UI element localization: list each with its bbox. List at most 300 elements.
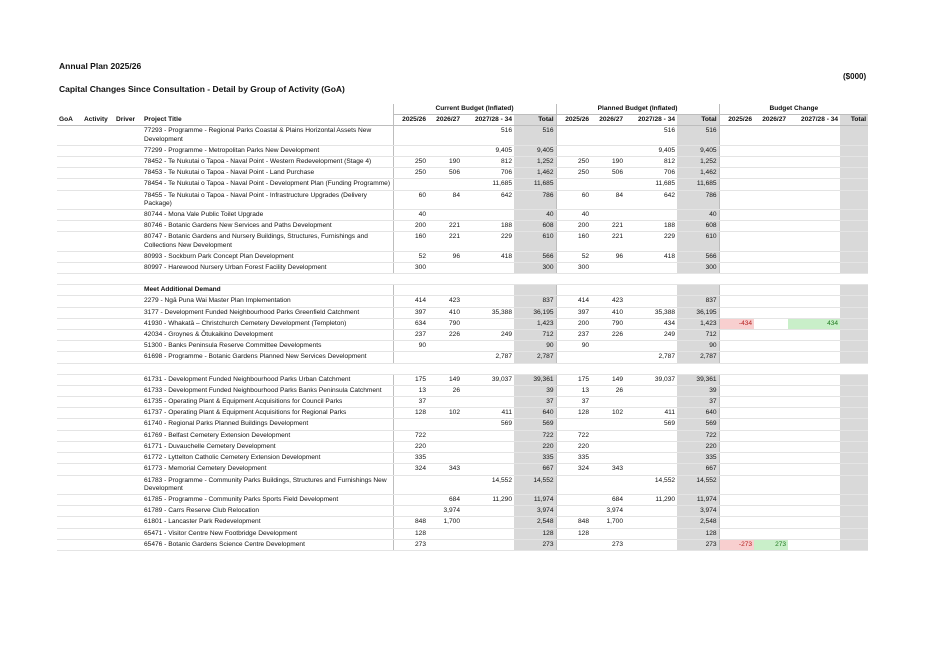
change-value-cell bbox=[788, 352, 840, 363]
empty-cell bbox=[114, 318, 142, 329]
empty-cell bbox=[82, 318, 114, 329]
change-value-cell bbox=[754, 251, 788, 262]
empty-cell bbox=[57, 494, 82, 505]
current-value-cell: 35,388 bbox=[462, 307, 514, 318]
current-value-cell bbox=[462, 296, 514, 307]
planned-value-cell: 250 bbox=[556, 157, 591, 168]
table-row bbox=[57, 441, 868, 452]
empty-cell bbox=[57, 157, 82, 168]
current-value-cell bbox=[462, 453, 514, 464]
current-value-cell: 128 bbox=[393, 408, 428, 419]
project-title-cell: 80997 - Harewood Nursery Urban Forest Facility Development bbox=[142, 263, 393, 274]
planned-value-cell: 569 bbox=[625, 419, 677, 430]
empty-cell bbox=[57, 285, 82, 296]
planned-value-cell: 11,974 bbox=[677, 494, 719, 505]
empty-cell bbox=[114, 145, 142, 156]
change-value-cell bbox=[840, 385, 868, 396]
planned-value-cell: 335 bbox=[556, 453, 591, 464]
empty-cell bbox=[114, 397, 142, 408]
planned-value-cell: 1,252 bbox=[677, 157, 719, 168]
current-value-cell bbox=[462, 263, 514, 274]
empty-cell bbox=[82, 464, 114, 475]
current-value-cell bbox=[462, 528, 514, 539]
current-value-cell bbox=[428, 210, 462, 221]
empty-cell bbox=[114, 385, 142, 396]
current-value-cell: 37 bbox=[393, 397, 428, 408]
current-value-cell: 324 bbox=[393, 464, 428, 475]
change-value-cell bbox=[754, 385, 788, 396]
empty-cell bbox=[114, 352, 142, 363]
table-row bbox=[57, 318, 868, 329]
spacer-cell bbox=[57, 274, 868, 285]
planned-value-cell: 52 bbox=[556, 251, 591, 262]
current-value-cell bbox=[428, 352, 462, 363]
current-value-cell: 569 bbox=[462, 419, 514, 430]
current-value-cell: 506 bbox=[428, 168, 462, 179]
change-value-cell bbox=[788, 430, 840, 441]
empty-cell bbox=[114, 494, 142, 505]
project-title-cell: 61773 - Memorial Cemetery Development bbox=[142, 464, 393, 475]
project-title-cell: 61740 - Regional Parks Planned Buildings Development bbox=[142, 419, 393, 430]
current-value-cell: 128 bbox=[393, 528, 428, 539]
planned-value-cell: 3,974 bbox=[677, 506, 719, 517]
table-row bbox=[57, 232, 868, 251]
planned-value-cell: 96 bbox=[591, 251, 625, 262]
empty-cell bbox=[82, 307, 114, 318]
col-change-2027-34: 2027/28 - 34 bbox=[788, 115, 840, 126]
planned-value-cell: 610 bbox=[677, 232, 719, 251]
planned-value-cell: 36,195 bbox=[677, 307, 719, 318]
empty-cell bbox=[57, 341, 82, 352]
project-title-cell: 2279 - Ngā Puna Wai Master Plan Implementation bbox=[142, 296, 393, 307]
change-value-cell bbox=[754, 318, 788, 329]
current-value-cell bbox=[462, 464, 514, 475]
empty-cell bbox=[57, 168, 82, 179]
empty-cell bbox=[82, 352, 114, 363]
change-value-cell bbox=[840, 453, 868, 464]
planned-value-cell bbox=[625, 430, 677, 441]
planned-value-cell bbox=[556, 506, 591, 517]
change-value-cell bbox=[754, 263, 788, 274]
empty-cell bbox=[114, 126, 142, 145]
change-value-cell bbox=[840, 408, 868, 419]
planned-value-cell bbox=[591, 352, 625, 363]
planned-value-cell bbox=[625, 528, 677, 539]
change-value-cell bbox=[840, 251, 868, 262]
table-row bbox=[57, 453, 868, 464]
change-value-cell bbox=[840, 441, 868, 452]
project-title-cell: 61789 - Carrs Reserve Club Relocation bbox=[142, 506, 393, 517]
change-value-cell bbox=[840, 168, 868, 179]
empty-cell bbox=[57, 126, 82, 145]
current-value-cell: 221 bbox=[428, 232, 462, 251]
change-value-cell bbox=[788, 145, 840, 156]
planned-value-cell: 221 bbox=[591, 221, 625, 232]
current-value-cell: 335 bbox=[393, 453, 428, 464]
project-title-cell: 77299 - Programme - Metropolitan Parks New Development bbox=[142, 145, 393, 156]
current-value-cell bbox=[428, 263, 462, 274]
change-value-cell bbox=[754, 528, 788, 539]
planned-value-cell: 812 bbox=[625, 157, 677, 168]
change-value-cell bbox=[754, 126, 788, 145]
project-title-cell: 41930 - Whakatā – Christchurch Cemetery Development (Templeton) bbox=[142, 318, 393, 329]
document-title: Annual Plan 2025/26 bbox=[59, 61, 142, 71]
planned-value-cell: 516 bbox=[625, 126, 677, 145]
change-value-cell bbox=[754, 441, 788, 452]
col-planned-total: Total bbox=[677, 115, 719, 126]
empty-cell bbox=[82, 341, 114, 352]
planned-value-cell: 300 bbox=[677, 263, 719, 274]
planned-value-cell: 14,552 bbox=[625, 475, 677, 494]
change-value-cell bbox=[840, 221, 868, 232]
change-value-cell bbox=[788, 494, 840, 505]
change-value-cell bbox=[788, 419, 840, 430]
empty-cell bbox=[82, 179, 114, 190]
section-label: Meet Additional Demand bbox=[142, 285, 393, 296]
change-value-cell bbox=[754, 190, 788, 209]
table-row bbox=[57, 385, 868, 396]
table-row bbox=[57, 419, 868, 430]
current-value-cell: 516 bbox=[462, 126, 514, 145]
project-title-cell: 61769 - Belfast Cemetery Extension Development bbox=[142, 430, 393, 441]
col-change-total: Total bbox=[840, 115, 868, 126]
empty-cell bbox=[625, 285, 677, 296]
planned-value-cell: 410 bbox=[591, 307, 625, 318]
planned-value-cell bbox=[556, 494, 591, 505]
planned-value-cell: 343 bbox=[591, 464, 625, 475]
current-value-cell: 249 bbox=[462, 330, 514, 341]
change-value-cell bbox=[840, 506, 868, 517]
empty-cell bbox=[82, 232, 114, 251]
empty-cell bbox=[57, 385, 82, 396]
current-value-cell: 128 bbox=[514, 528, 556, 539]
planned-value-cell: 712 bbox=[677, 330, 719, 341]
change-value-cell bbox=[719, 145, 754, 156]
spacer-row bbox=[57, 363, 868, 374]
empty-cell bbox=[82, 190, 114, 209]
empty-cell bbox=[57, 517, 82, 528]
change-value-cell bbox=[754, 352, 788, 363]
current-value-cell bbox=[428, 475, 462, 494]
current-value-cell: 229 bbox=[462, 232, 514, 251]
planned-value-cell: 14,552 bbox=[677, 475, 719, 494]
project-title-cell: 78453 - Te Nukutai o Tapoa - Naval Point - Land Purchase bbox=[142, 168, 393, 179]
planned-value-cell: 160 bbox=[556, 232, 591, 251]
planned-value-cell: 434 bbox=[625, 318, 677, 329]
table-row bbox=[57, 251, 868, 262]
current-value-cell: 812 bbox=[462, 157, 514, 168]
document-subtitle: Capital Changes Since Consultation - Detail by Group of Activity (GoA) bbox=[59, 84, 345, 94]
change-value-cell bbox=[840, 430, 868, 441]
table-row bbox=[57, 397, 868, 408]
current-value-cell: 250 bbox=[393, 157, 428, 168]
planned-value-cell: 102 bbox=[591, 408, 625, 419]
project-title-cell: 61783 - Programme - Community Parks Buildings, Structures and Furnishings New Development bbox=[142, 475, 393, 494]
planned-value-cell: 128 bbox=[556, 528, 591, 539]
current-value-cell: 418 bbox=[462, 251, 514, 262]
empty-cell bbox=[82, 385, 114, 396]
empty-cell bbox=[57, 464, 82, 475]
current-value-cell: 90 bbox=[393, 341, 428, 352]
current-value-cell: 160 bbox=[393, 232, 428, 251]
project-title-cell: 78454 - Te Nukutai o Tapoa - Naval Point - Development Plan (Funding Programme) bbox=[142, 179, 393, 190]
planned-value-cell: 37 bbox=[677, 397, 719, 408]
current-value-cell: 3,974 bbox=[428, 506, 462, 517]
planned-value-cell: 1,700 bbox=[591, 517, 625, 528]
change-value-cell bbox=[788, 251, 840, 262]
empty-cell bbox=[57, 318, 82, 329]
current-value-cell: 84 bbox=[428, 190, 462, 209]
change-value-cell bbox=[719, 263, 754, 274]
change-value-cell bbox=[719, 210, 754, 221]
change-value-cell bbox=[788, 232, 840, 251]
empty-cell bbox=[114, 296, 142, 307]
planned-value-cell: 273 bbox=[677, 539, 719, 550]
change-value-cell bbox=[754, 506, 788, 517]
change-value-cell bbox=[719, 352, 754, 363]
col-current-2027-34: 2027/28 - 34 bbox=[462, 115, 514, 126]
table-row bbox=[57, 528, 868, 539]
current-value-cell: 40 bbox=[514, 210, 556, 221]
project-title-cell: 80747 - Botanic Gardens and Nursery Buildings, Structures, Furnishings and Collections New Development bbox=[142, 232, 393, 251]
planned-value-cell bbox=[625, 517, 677, 528]
change-value-cell bbox=[788, 397, 840, 408]
empty-cell bbox=[82, 263, 114, 274]
change-value-cell bbox=[788, 210, 840, 221]
planned-value-cell: 667 bbox=[677, 464, 719, 475]
change-value-cell bbox=[788, 263, 840, 274]
col-planned-2025-26: 2025/26 bbox=[556, 115, 591, 126]
current-value-cell: 237 bbox=[393, 330, 428, 341]
change-value-cell bbox=[840, 179, 868, 190]
current-value-cell bbox=[428, 453, 462, 464]
change-value-cell bbox=[719, 296, 754, 307]
planned-value-cell: 706 bbox=[625, 168, 677, 179]
planned-value-cell: 200 bbox=[556, 221, 591, 232]
current-value-cell bbox=[428, 126, 462, 145]
current-value-cell: 96 bbox=[428, 251, 462, 262]
change-value-cell bbox=[754, 408, 788, 419]
change-value-cell bbox=[840, 157, 868, 168]
change-value-cell bbox=[788, 506, 840, 517]
planned-value-cell: 608 bbox=[677, 221, 719, 232]
empty-cell bbox=[82, 145, 114, 156]
change-value-cell bbox=[788, 528, 840, 539]
change-value-cell bbox=[788, 190, 840, 209]
project-title-cell: 78452 - Te Nukutai o Tapoa - Naval Point - Western Redevelopment (Stage 4) bbox=[142, 157, 393, 168]
planned-value-cell: 2,787 bbox=[677, 352, 719, 363]
empty-cell bbox=[114, 341, 142, 352]
change-value-cell bbox=[719, 494, 754, 505]
current-value-cell bbox=[462, 517, 514, 528]
current-value-cell: 335 bbox=[514, 453, 556, 464]
group-header-planned: Planned Budget (Inflated) bbox=[556, 104, 719, 115]
planned-value-cell: 418 bbox=[625, 251, 677, 262]
change-value-cell bbox=[719, 341, 754, 352]
current-value-cell: 667 bbox=[514, 464, 556, 475]
change-value-cell bbox=[840, 232, 868, 251]
current-value-cell bbox=[393, 352, 428, 363]
change-value-cell bbox=[754, 341, 788, 352]
planned-value-cell: 249 bbox=[625, 330, 677, 341]
current-value-cell: 37 bbox=[514, 397, 556, 408]
planned-value-cell bbox=[625, 263, 677, 274]
planned-value-cell bbox=[625, 341, 677, 352]
change-value-cell bbox=[788, 475, 840, 494]
change-value-cell bbox=[719, 430, 754, 441]
current-value-cell: 52 bbox=[393, 251, 428, 262]
project-title-cell: 3177 - Development Funded Neighbourhood Parks Greenfield Catchment bbox=[142, 307, 393, 318]
project-title-cell: 78455 - Te Nukutai o Tapoa - Naval Point - Infrastructure Upgrades (Delivery Package) bbox=[142, 190, 393, 209]
col-change-2025-26: 2025/26 bbox=[719, 115, 754, 126]
planned-value-cell: 90 bbox=[677, 341, 719, 352]
empty-cell bbox=[82, 475, 114, 494]
table-row bbox=[57, 341, 868, 352]
planned-value-cell: 397 bbox=[556, 307, 591, 318]
empty-cell bbox=[57, 330, 82, 341]
table-row bbox=[57, 296, 868, 307]
table-row bbox=[57, 494, 868, 505]
change-value-cell bbox=[788, 126, 840, 145]
current-value-cell: 566 bbox=[514, 251, 556, 262]
current-value-cell: 414 bbox=[393, 296, 428, 307]
current-value-cell: 220 bbox=[393, 441, 428, 452]
table-row bbox=[57, 157, 868, 168]
section-row bbox=[57, 285, 868, 296]
planned-value-cell: 2,787 bbox=[625, 352, 677, 363]
current-value-cell: 226 bbox=[428, 330, 462, 341]
planned-value-cell: 220 bbox=[677, 441, 719, 452]
planned-value-cell: 84 bbox=[591, 190, 625, 209]
planned-value-cell: 640 bbox=[677, 408, 719, 419]
change-value-cell bbox=[754, 210, 788, 221]
empty-cell bbox=[57, 441, 82, 452]
planned-value-cell bbox=[591, 341, 625, 352]
empty-cell bbox=[57, 352, 82, 363]
current-value-cell: 640 bbox=[514, 408, 556, 419]
planned-value-cell: 40 bbox=[677, 210, 719, 221]
change-value-cell: 273 bbox=[754, 539, 788, 550]
current-value-cell: 40 bbox=[393, 210, 428, 221]
current-value-cell: 273 bbox=[393, 539, 428, 550]
planned-value-cell: 1,423 bbox=[677, 318, 719, 329]
planned-value-cell: 506 bbox=[591, 168, 625, 179]
empty-cell bbox=[114, 251, 142, 262]
table-row bbox=[57, 210, 868, 221]
planned-value-cell: 226 bbox=[591, 330, 625, 341]
empty-cell bbox=[82, 296, 114, 307]
group-header-blank bbox=[57, 104, 393, 115]
table-row bbox=[57, 408, 868, 419]
change-value-cell bbox=[719, 517, 754, 528]
empty-cell bbox=[114, 221, 142, 232]
planned-value-cell: 786 bbox=[677, 190, 719, 209]
current-value-cell: 343 bbox=[428, 464, 462, 475]
planned-value-cell bbox=[556, 539, 591, 550]
change-value-cell bbox=[719, 374, 754, 385]
current-value-cell: 642 bbox=[462, 190, 514, 209]
empty-cell bbox=[114, 168, 142, 179]
planned-value-cell: 516 bbox=[677, 126, 719, 145]
table-row bbox=[57, 464, 868, 475]
change-value-cell bbox=[788, 179, 840, 190]
planned-value-cell: 722 bbox=[556, 430, 591, 441]
current-value-cell bbox=[428, 430, 462, 441]
change-value-cell bbox=[754, 397, 788, 408]
project-title-cell: 61772 - Lyttelton Catholic Cemetery Extension Development bbox=[142, 453, 393, 464]
planned-value-cell: 188 bbox=[625, 221, 677, 232]
empty-cell bbox=[677, 285, 719, 296]
group-header-current: Current Budget (Inflated) bbox=[393, 104, 556, 115]
project-title-cell: 65471 - Visitor Centre New Footbridge Development bbox=[142, 528, 393, 539]
empty-cell bbox=[82, 506, 114, 517]
empty-cell bbox=[114, 441, 142, 452]
project-title-cell: 77293 - Programme - Regional Parks Coastal & Plains Horizontal Assets New Development bbox=[142, 126, 393, 145]
planned-value-cell: 90 bbox=[556, 341, 591, 352]
empty-cell bbox=[82, 374, 114, 385]
change-value-cell bbox=[840, 341, 868, 352]
current-value-cell bbox=[462, 385, 514, 396]
project-title-cell: 61771 - Duvauchelle Cemetery Development bbox=[142, 441, 393, 452]
current-value-cell bbox=[428, 539, 462, 550]
project-title-cell: 61735 - Operating Plant & Equipment Acquisitions for Council Parks bbox=[142, 397, 393, 408]
current-value-cell: 60 bbox=[393, 190, 428, 209]
planned-value-cell: 190 bbox=[591, 157, 625, 168]
change-value-cell bbox=[754, 179, 788, 190]
current-value-cell: 36,195 bbox=[514, 307, 556, 318]
current-value-cell: 423 bbox=[428, 296, 462, 307]
empty-cell bbox=[462, 285, 514, 296]
current-value-cell: 722 bbox=[514, 430, 556, 441]
empty-cell bbox=[114, 419, 142, 430]
empty-cell bbox=[114, 539, 142, 550]
current-value-cell: 39,361 bbox=[514, 374, 556, 385]
empty-cell bbox=[57, 539, 82, 550]
empty-cell bbox=[82, 285, 114, 296]
current-value-cell: 300 bbox=[514, 263, 556, 274]
current-value-cell bbox=[393, 419, 428, 430]
table-row bbox=[57, 430, 868, 441]
table-row bbox=[57, 126, 868, 145]
project-title-cell: 61731 - Development Funded Neighbourhood Parks Urban Catchment bbox=[142, 374, 393, 385]
current-value-cell bbox=[428, 528, 462, 539]
col-current-2026-27: 2026/27 bbox=[428, 115, 462, 126]
empty-cell bbox=[719, 285, 754, 296]
change-value-cell bbox=[719, 221, 754, 232]
planned-value-cell bbox=[625, 539, 677, 550]
project-title-cell: 61801 - Lancaster Park Redevelopment bbox=[142, 517, 393, 528]
planned-value-cell: 569 bbox=[677, 419, 719, 430]
planned-value-cell: 300 bbox=[556, 263, 591, 274]
planned-value-cell: 9,405 bbox=[677, 145, 719, 156]
current-value-cell bbox=[428, 397, 462, 408]
empty-cell bbox=[82, 453, 114, 464]
current-value-cell: 149 bbox=[428, 374, 462, 385]
current-value-cell: 706 bbox=[462, 168, 514, 179]
current-value-cell: 786 bbox=[514, 190, 556, 209]
table-row bbox=[57, 352, 868, 363]
change-value-cell bbox=[840, 475, 868, 494]
current-value-cell: 411 bbox=[462, 408, 514, 419]
change-value-cell bbox=[754, 168, 788, 179]
current-value-cell bbox=[462, 441, 514, 452]
current-value-cell bbox=[462, 318, 514, 329]
empty-cell bbox=[57, 296, 82, 307]
current-value-cell: 273 bbox=[514, 539, 556, 550]
empty-cell bbox=[114, 430, 142, 441]
planned-value-cell bbox=[591, 441, 625, 452]
planned-value-cell bbox=[556, 179, 591, 190]
